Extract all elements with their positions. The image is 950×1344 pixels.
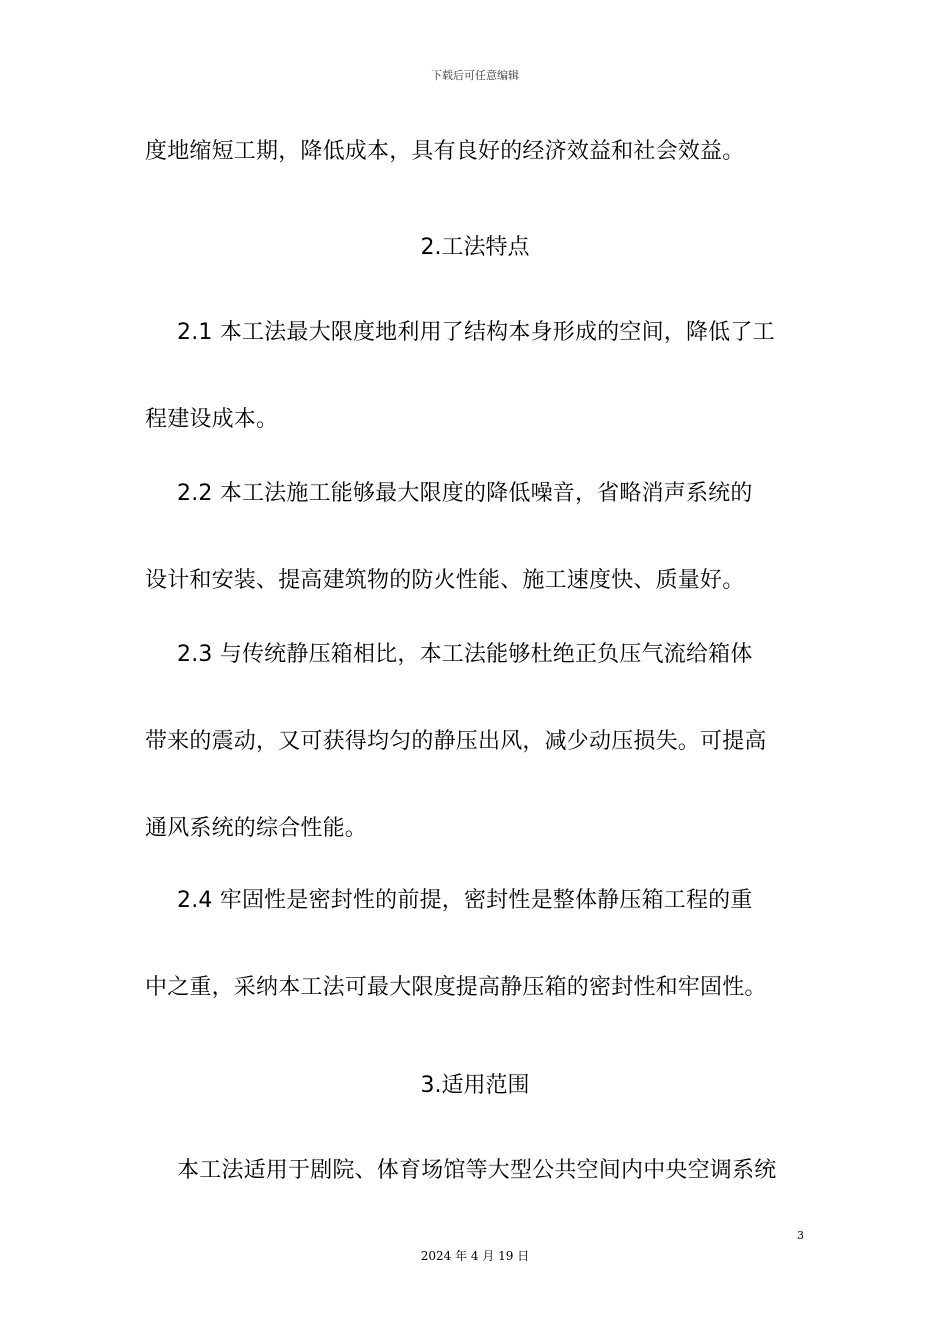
paragraph-2-1-line-2: 程建设成本。	[145, 407, 279, 432]
paragraph-3-line-1: 本工法适用于剧院、体育场馆等大型公共空间内中央空调系统	[177, 1158, 777, 1183]
paragraph-2-4-line-2: 中之重，采纳本工法可最大限度提高静压箱的密封性和牢固性。	[145, 975, 767, 1000]
footer-date: 2024 年 4 月 19 日	[420, 1249, 530, 1263]
paragraph-2-2-line-1: 2.2 本工法施工能够最大限度的降低噪音，省略消声系统的	[177, 481, 753, 506]
paragraph-2-3-line-2: 带来的震动，又可获得均匀的静压出风，减少动压损失。可提高	[145, 729, 767, 754]
section-heading-2: 2.工法特点	[420, 235, 530, 260]
paragraph-2-3-line-3: 通风系统的综合性能。	[145, 816, 368, 841]
section-heading-3: 3.适用范围	[420, 1073, 530, 1098]
body-line: 度地缩短工期，降低成本，具有良好的经济效益和社会效益。	[145, 139, 745, 164]
page-number: 3	[797, 1229, 804, 1242]
paragraph-2-4-line-1: 2.4 牢固性是密封性的前提，密封性是整体静压箱工程的重	[177, 888, 753, 913]
paragraph-2-1-line-1: 2.1 本工法最大限度地利用了结构本身形成的空间，降低了工	[177, 320, 775, 345]
paragraph-2-2-line-2: 设计和安装、提高建筑物的防火性能、施工速度快、质量好。	[145, 568, 745, 593]
header-note: 下载后可任意编辑	[431, 69, 519, 82]
paragraph-2-3-line-1: 2.3 与传统静压箱相比，本工法能够杜绝正负压气流给箱体	[177, 642, 753, 667]
